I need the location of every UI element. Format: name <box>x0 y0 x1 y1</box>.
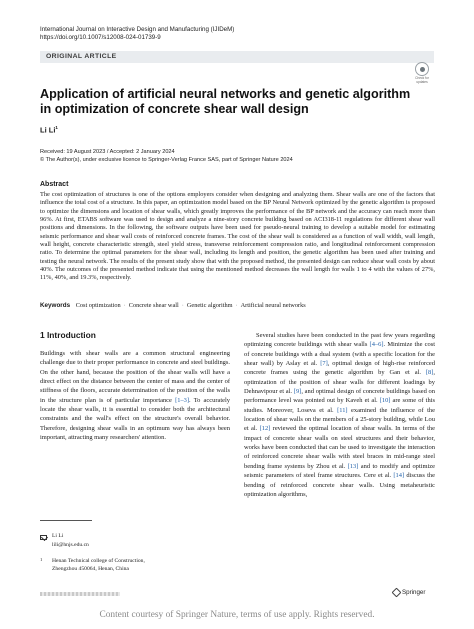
keyword: Genetic algorithm <box>186 302 233 309</box>
publisher-name: Springer <box>402 589 426 596</box>
body-text: , optimal design of high-rise reinforced concrete frames using the genetic algorithm by Gan et al. <box>244 360 436 377</box>
citation-link[interactable]: [12] <box>259 425 271 433</box>
citation-link[interactable]: [13] <box>347 462 359 470</box>
citation-link[interactable]: [1–3] <box>175 396 190 404</box>
author-name[interactable]: Li Li <box>40 125 56 135</box>
corresponding-author-email[interactable]: lili@hnjs.edu.cn <box>52 542 89 548</box>
keyword-separator: · <box>235 302 238 309</box>
page-footer-mark <box>40 592 120 596</box>
corresponding-author-name: Li Li <box>52 533 64 539</box>
affiliation <box>52 557 232 573</box>
journal-name: International Journal on Interactive Design and Manufacturing (IJIDeM) <box>40 26 235 33</box>
courtesy-notice: Content courtesy of Springer Nature, terms of use apply. Rights reserved. <box>99 610 375 620</box>
springer-horse-icon <box>392 588 402 598</box>
keyword: Concrete shear wall <box>128 302 179 309</box>
introduction-paragraph-left <box>40 349 230 442</box>
citation-link[interactable]: [14] <box>393 472 405 480</box>
mail-icon <box>40 535 47 540</box>
body-text: . Minimize the cost of concrete buildings with a dual system (with a specific location for the shear wall) by Aslay et al. <box>244 341 436 368</box>
citation-link[interactable]: [8] <box>425 369 434 377</box>
section-heading-introduction: 1 Introduction <box>40 330 96 340</box>
body-text: reviewed the optimal location of shear walls. In terms of the impact of concrete shear walls on steel structures and their behavior, works have been conducted that can be used to investigate the interaction of reinforced concrete shear walls with steel braces in mid-range steel bending frame systems by Zhou et al. <box>244 425 435 470</box>
body-text: Buildings with shear walls are a common structural engineering challenge due to their proper performance in concrete and steel buildings. On the other hand, because the position of the shear walls will have a direct effect on the distance between the center of mass and the center of stiffness of the floors, accurate determination of the position of the walls in the structure plan is of particular importance <box>40 350 230 404</box>
check-updates-text: Check for updates <box>415 76 429 84</box>
journal-doi-link[interactable]: https://doi.org/10.1007/s12008-024-01739-9 <box>40 34 161 41</box>
copyright-line: © The Author(s), under exclusive licence to Springer-Verlag France SAS, part of Springer Nature 2024 <box>40 157 293 163</box>
body-text: are some of this studies. Moreover, Loseva et al. <box>244 397 435 414</box>
citation-link[interactable]: [9] <box>293 388 302 396</box>
keyword-separator: · <box>123 302 126 309</box>
keywords-line <box>40 302 435 310</box>
publisher-logo <box>393 589 425 596</box>
body-text: discuss the bending of reinforced concrete shear walls. Using metaheuristic optimization algorithms, <box>244 472 436 498</box>
body-text: , optimization of the position of shear walls for different loadings by Dehnavipour et al. <box>244 369 435 396</box>
article-type-label: ORIGINAL ARTICLE <box>46 53 117 60</box>
affiliation-line: Henan Technical college of Construction, <box>52 558 145 564</box>
keyword-separator: · <box>181 302 184 309</box>
journal-header <box>40 26 234 42</box>
abstract-heading: Abstract <box>40 181 69 188</box>
affiliation-line: Zhengzhou 450064, Henan, China <box>52 566 129 572</box>
body-text: , and optimal design of concrete buildings based on performance level was pointed out by Kaveh et al. <box>244 388 435 405</box>
check-for-updates-button[interactable] <box>410 62 434 84</box>
citation-link[interactable]: [7] <box>320 360 328 368</box>
author-line <box>40 125 58 135</box>
introduction-paragraph-right <box>244 331 435 499</box>
received-accepted-dates: Received: 19 August 2023 / Accepted: 2 January 2024 <box>40 149 175 155</box>
citation-link[interactable]: [10] <box>379 397 391 405</box>
dates-block <box>40 148 293 164</box>
citation-link[interactable]: [11] <box>337 406 348 414</box>
article-type-bar <box>40 51 434 63</box>
body-text: Several studies have been conducted in the past few years regarding optimizing concrete buildings with shear walls <box>244 332 435 349</box>
keyword: Artificial neural networks <box>240 302 306 309</box>
citation-link[interactable]: [4–6] <box>369 341 384 349</box>
keyword: Cost optimization <box>75 302 121 309</box>
abstract-text: The cost optimization of structures is one of the options employers consider when designing and analyzing them. Shear walls are one of the factors that influence the total cost of a structure. In this paper, an optimization model based on the BP Neural Network optimized by the genetic algorithm is proposed to optimize the dimensions and location of shear walls, which greatly improves the performance of the BP network and the accuracy can reach more than 96%. At first, ETABS software was used to design and analyze a nine-story concrete building based on ACI318-11 regulations for different shear wall positions and dimensions. In the following, the software outputs have been used for pseudo-neural training to develop a suitable model for estimating seismic performance and shear wall costs of reinforced concrete frames. The cost of the shear wall is considered as a function of wall width, wall length, wall height, concrete characteristic strength, steel yield stress, transverse reinforcement compression ratio, and longitudinal reinforcement compression ratio. To determine the optimal parameters for the shear wall, including its length and position, the genetic algorithm has been used after training and testing the neural network. The results of the present study show that with the proposed method, the presented design can reduce shear wall costs by about 40%. The outcomes of the presented method indicate that using the mentioned method decreases the wall length for walls 1 to 4 with the values of 27%, 11%, 40%, and 19.3%, respectively. <box>40 191 435 282</box>
body-text: examined the influence of the location of shear walls on the members of a 25-story building, while Lou et al. <box>244 406 435 433</box>
body-text: . To accurately locate the shear walls, it is essential to consider both the architectural constraints and the wall's effect on the structure's overall behavior. Therefore, designing shear walls in an optimum way has always been important, attracting many researchers' attention. <box>40 396 230 442</box>
paper-title: Application of artificial neural networks and genetic algorithm in optimization of concrete shear wall design <box>40 87 411 116</box>
body-text: and to modify and optimize seismic parameters of steel frame structures. Cere et al. <box>244 462 435 480</box>
footnote-divider <box>40 520 92 521</box>
affiliation-number: 1 <box>40 557 43 562</box>
keywords-label: Keywords <box>40 302 71 309</box>
author-affiliation-mark: 1 <box>55 125 58 130</box>
check-updates-icon <box>415 62 429 76</box>
